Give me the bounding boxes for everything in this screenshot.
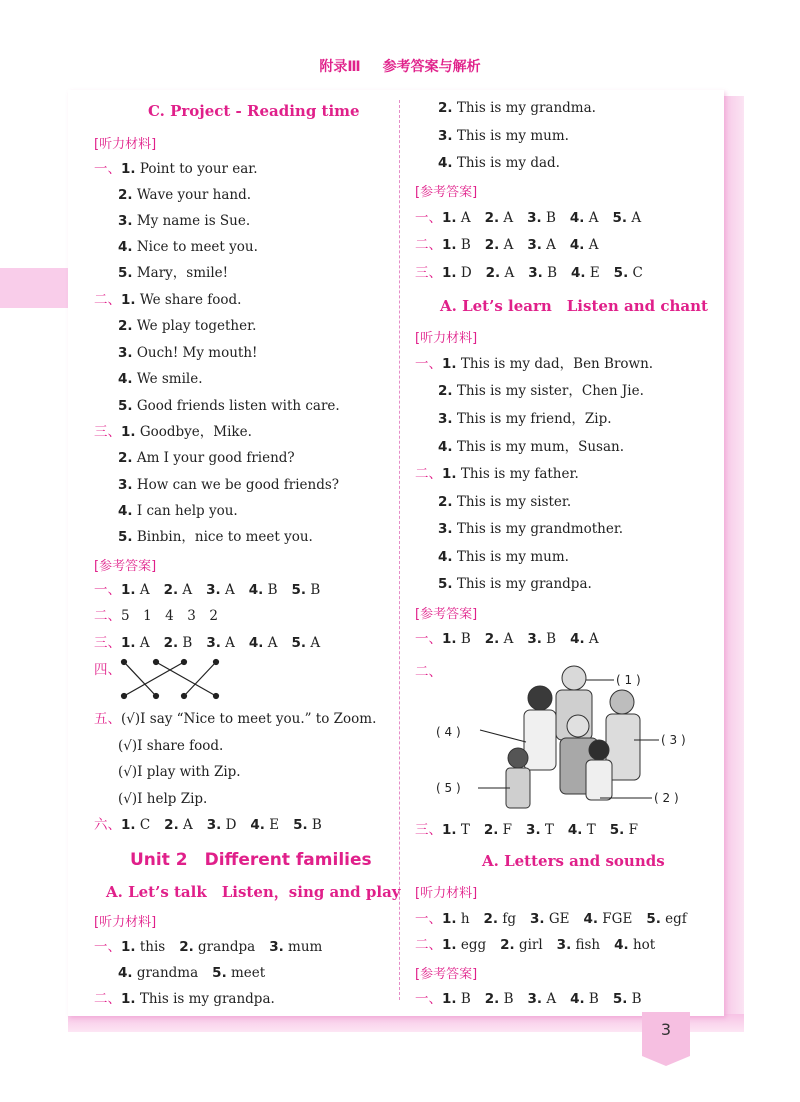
answer-row: 二、1. egg 2. girl 3. fish 4. hot <box>415 937 656 953</box>
answer-row: 二、5 1 4 3 2 <box>94 608 218 624</box>
page-header <box>0 56 800 76</box>
list-item: 3. How can we be good friends? <box>118 477 340 493</box>
answer-row: (√)I play with Zip. <box>118 764 241 780</box>
list-item: 3. This is my mum. <box>438 128 569 144</box>
list-item: 5. This is my grandpa. <box>438 576 592 592</box>
list-item: 一、1. Point to your ear. <box>94 161 258 177</box>
label-4: ( 4 ) <box>436 725 461 739</box>
answer-row: 一、1. B 2. A 3. B 4. A <box>415 631 599 647</box>
list-item: 3. This is my friend，Zip. <box>438 411 612 427</box>
answer-row: 二、1. B 2. A 3. A 4. A <box>415 237 599 253</box>
answer-label: [参考答案] <box>415 185 478 200</box>
label-1: ( 1 ) <box>616 673 641 687</box>
listening-label: [听力材料] <box>94 915 157 930</box>
list-item: 4. This is my dad. <box>438 155 560 171</box>
answer-row: 六、1. C 2. A 3. D 4. E 5. B <box>94 817 322 833</box>
list-item: 2. This is my sister. <box>438 494 572 510</box>
page-shadow-right <box>722 96 744 1030</box>
family-illustration <box>414 658 714 818</box>
answer-row: 三、1. T 2. F 3. T 4. T 5. F <box>415 822 638 838</box>
list-item: 一、1. This is my dad，Ben Brown. <box>415 356 654 372</box>
list-item: 2. This is my grandma. <box>438 100 596 116</box>
list-item: 三、1. Goodbye，Mike. <box>94 424 252 440</box>
section-title: A. Let’s learn Listen and chant <box>440 297 708 315</box>
answer-row: 三、1. D 2. A 3. B 4. E 5. C <box>415 265 643 281</box>
answer-row: (√)I help Zip. <box>118 791 208 807</box>
list-item: 4. Nice to meet you. <box>118 239 258 255</box>
answer-row: 一、1. this 2. grandpa 3. mum <box>94 939 323 955</box>
edge-tab <box>0 268 72 308</box>
list-item: 2. Am I your good friend? <box>118 450 295 466</box>
answer-label: [参考答案] <box>415 607 478 622</box>
section-title: C. Project - Reading time <box>148 102 360 120</box>
answer-row: (√)I share food. <box>118 738 224 754</box>
label-3: ( 3 ) <box>661 733 686 747</box>
answer-row: 4. grandma 5. meet <box>118 965 266 981</box>
list-item: 5. Mary，smile! <box>118 265 229 281</box>
answer-row: 一、1. A 2. A 3. B 4. A 5. A <box>415 210 642 226</box>
list-item: 4. We smile. <box>118 371 203 387</box>
answer-row: 一、1. A 2. A 3. A 4. B 5. B <box>94 582 321 598</box>
list-item: 二、1. This is my grandpa. <box>94 991 275 1007</box>
matching-lines <box>118 656 240 702</box>
answer-row: 三、1. A 2. B 3. A 4. A 5. A <box>94 635 321 651</box>
answer-row: 二、 <box>415 664 442 680</box>
page-number: 3 <box>642 1012 690 1056</box>
answer-label: [参考答案] <box>94 559 157 574</box>
answer-row: 四、 <box>94 662 121 678</box>
list-item: 3. Ouch! My mouth! <box>118 345 258 361</box>
header-title: 参考答案与解析 <box>382 59 481 75</box>
unit-title: Unit 2 Different families <box>130 850 372 870</box>
answer-row: 五、(√)I say “Nice to meet you.” to Zoom. <box>94 711 377 727</box>
listening-label: [听力材料] <box>94 137 157 152</box>
section-title: A. Let’s talk Listen，sing and play <box>106 883 401 901</box>
list-item: 5. Good friends listen with care. <box>118 398 340 414</box>
list-item: 3. This is my grandmother. <box>438 521 624 537</box>
list-item: 二、1. We share food. <box>94 292 242 308</box>
list-item: 4. This is my mum，Susan. <box>438 439 625 455</box>
listening-label: [听力材料] <box>415 331 478 346</box>
answer-label: [参考答案] <box>415 967 478 982</box>
section-title: A. Letters and sounds <box>482 852 665 870</box>
column-divider <box>399 100 400 1000</box>
list-item: 2. Wave your hand. <box>118 187 252 203</box>
label-2: ( 2 ) <box>654 791 679 805</box>
answer-row: 一、1. B 2. B 3. A 4. B 5. B <box>415 991 642 1007</box>
list-item: 5. Binbin，nice to meet you. <box>118 529 313 545</box>
list-item: 二、1. This is my father. <box>415 466 579 482</box>
listening-label: [听力材料] <box>415 886 478 901</box>
list-item: 4. This is my mum. <box>438 549 569 565</box>
list-item: 2. This is my sister，Chen Jie. <box>438 383 644 399</box>
answer-row: 一、1. h 2. fg 3. GE 4. FGE 5. egf <box>415 911 687 927</box>
list-item: 2. We play together. <box>118 318 257 334</box>
appendix-label: 附录Ⅲ <box>319 59 361 75</box>
list-item: 4. I can help you. <box>118 503 238 519</box>
list-item: 3. My name is Sue. <box>118 213 251 229</box>
label-5: ( 5 ) <box>436 781 461 795</box>
